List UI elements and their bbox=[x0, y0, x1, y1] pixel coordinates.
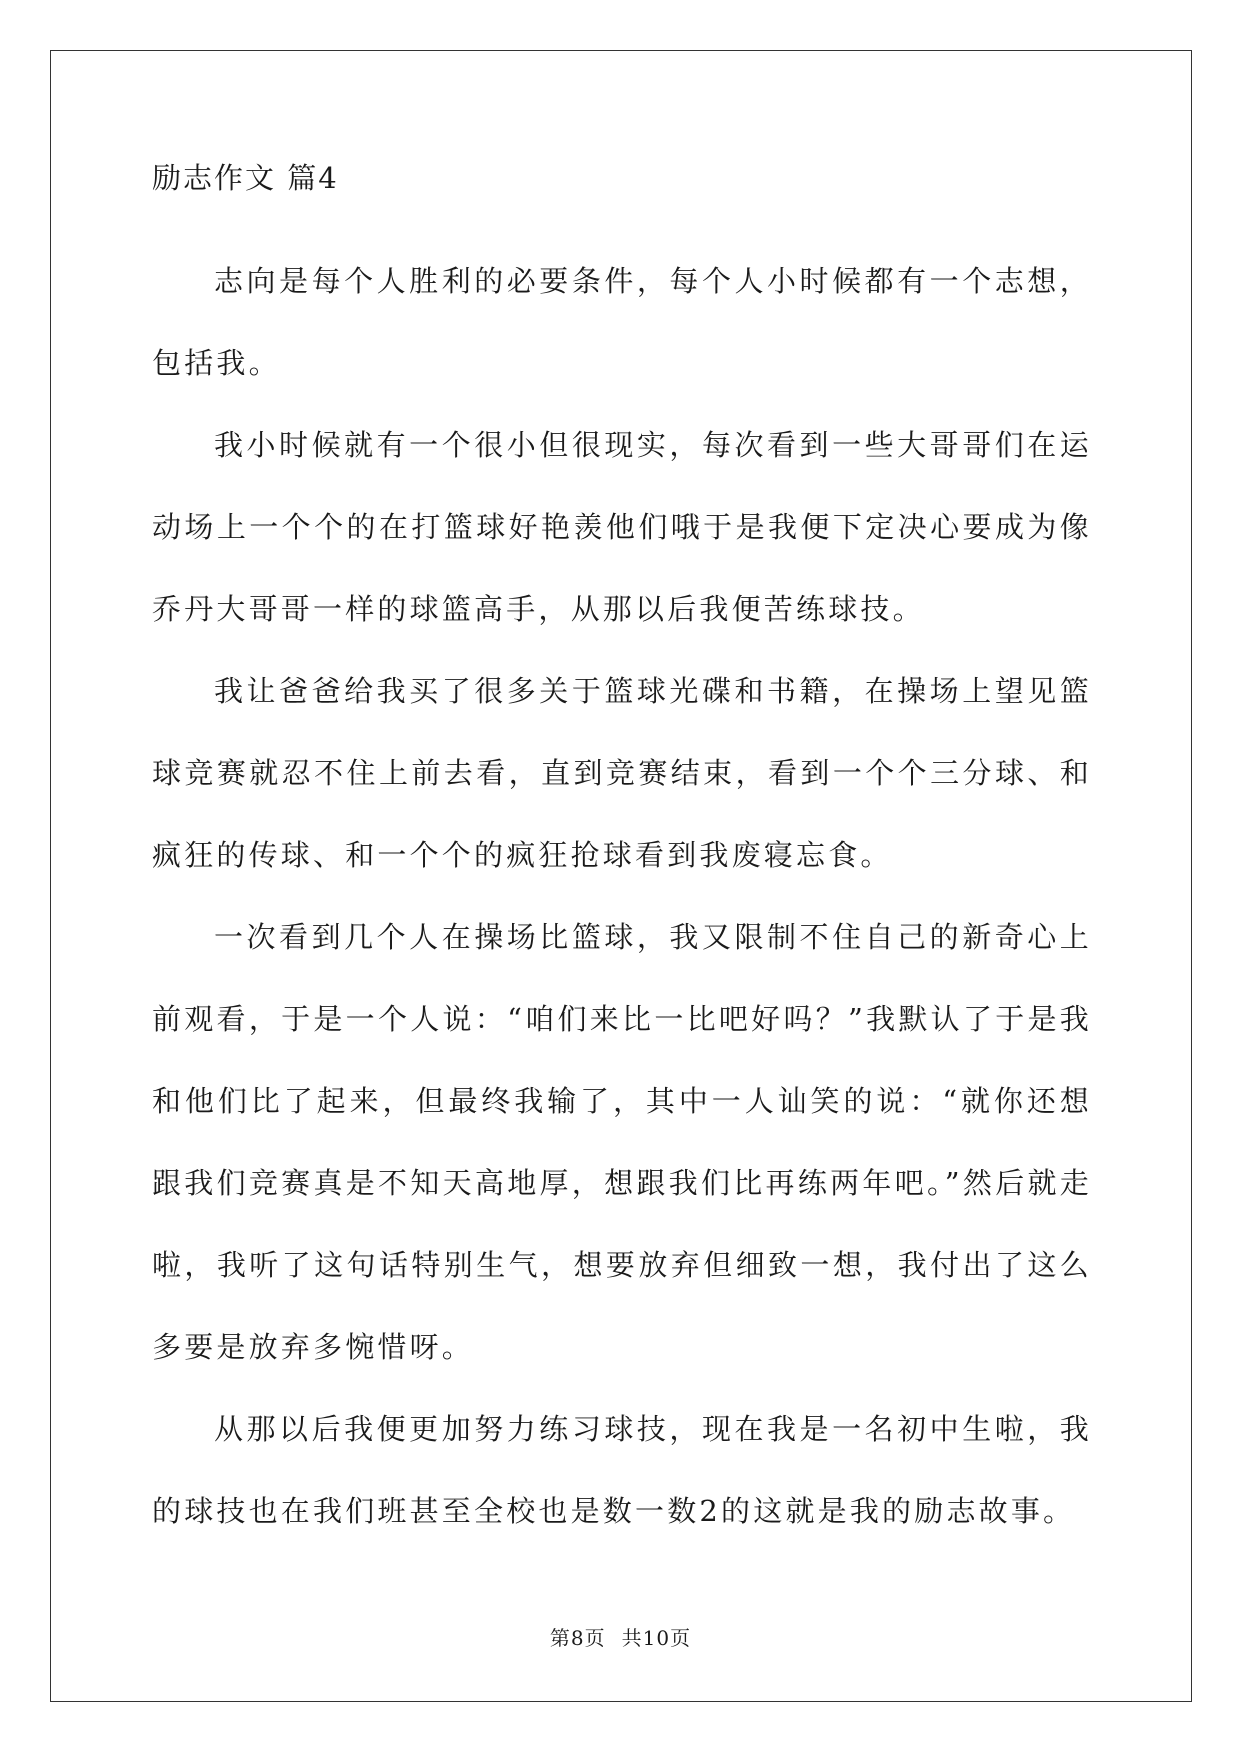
paragraph-1: 志向是每个人胜利的必要条件，每个人小时候都有一个志想，包括我。 bbox=[152, 264, 1092, 380]
paragraph-5: 从那以后我便更加努力练习球技，现在我是一名初中生啦，我的球技也在我们班甚至全校也是数一数2的这就是我的励志故事。 bbox=[152, 1412, 1092, 1528]
page-total: 共10页 bbox=[621, 1626, 692, 1650]
paragraph-3: 我让爸爸给我买了很多关于篮球光碟和书籍，在操场上望见篮球竞赛就忍不住上前去看，直到竞赛结束，看到一个个三分球、和疯狂的传球、和一个个的疯狂抢球看到我废寝忘食。 bbox=[152, 674, 1092, 872]
document-body bbox=[152, 158, 1092, 1552]
section-heading: 励志作文 篇4 bbox=[152, 161, 339, 195]
paragraph-4: 一次看到几个人在操场比篮球，我又限制不住自己的新奇心上前观看，于是一个人说：“咱们来比一比吧好吗？”我默认了于是我和他们比了起来，但最终我输了，其中一人讪笑的说：“就你还想跟我们竞赛真是不知天高地厚，想跟我们比再练两年吧。”然后就走啦，我听了这句话特别生气，想要放弃但细致一想，我付出了这么多要是放弃多惋惜呀。 bbox=[152, 920, 1092, 1364]
page-footer bbox=[0, 1625, 1241, 1651]
page-number: 第8页 bbox=[549, 1626, 606, 1650]
paragraph-2: 我小时候就有一个很小但很现实，每次看到一些大哥哥们在运动场上一个个的在打篮球好艳羡他们哦于是我便下定决心要成为像乔丹大哥哥一样的球篮高手，从那以后我便苦练球技。 bbox=[152, 428, 1092, 626]
